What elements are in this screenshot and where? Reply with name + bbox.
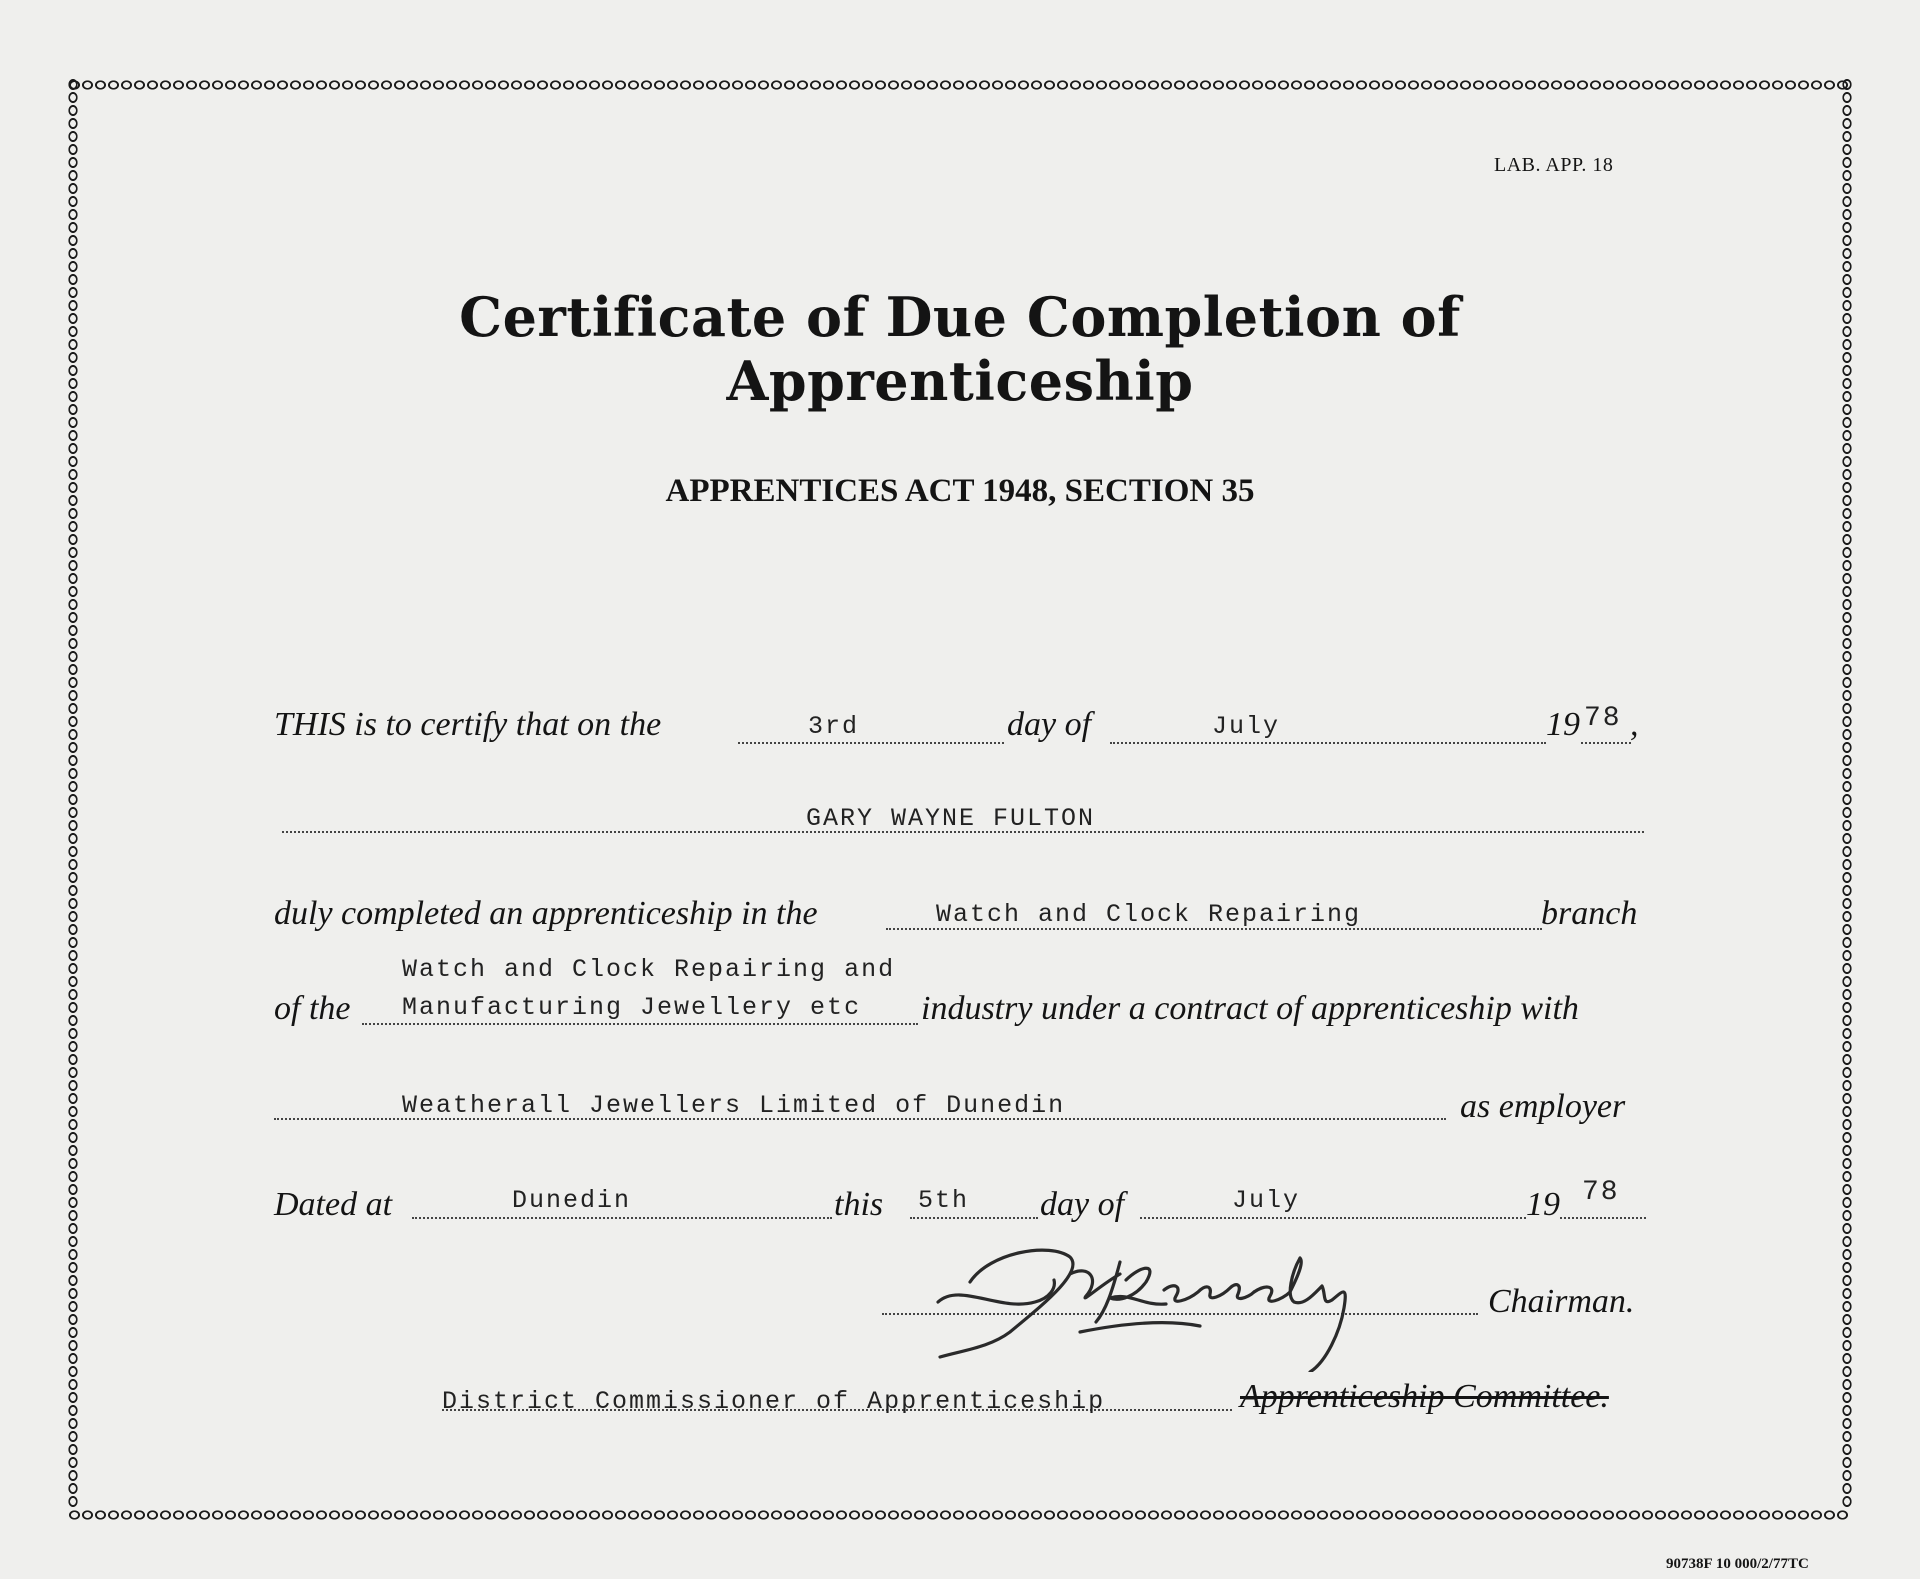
dated-place-field: Dunedin [512, 1186, 632, 1215]
line1-century: 19 [1546, 706, 1580, 743]
dated-month-field: July [1232, 1186, 1301, 1215]
bottom-border [68, 1504, 1850, 1526]
industry-field-line [362, 1023, 918, 1025]
print-code: 90738F 10 000/2/77TC [1666, 1556, 1809, 1572]
act-subtitle: APPRENTICES ACT 1948, SECTION 35 [665, 473, 1255, 509]
day-field-line [738, 742, 1004, 744]
committee-label-struck: Apprenticeship Committee. [1240, 1378, 1609, 1415]
completion-month-field: July [1212, 712, 1281, 741]
line4-suffix: industry under a contract of apprenticeship with [921, 990, 1579, 1027]
industry-field-line2: Manufacturing Jewellery etc [402, 993, 862, 1022]
industry-field-line1: Watch and Clock Repairing and [402, 955, 896, 984]
line3-suffix: branch [1541, 895, 1638, 932]
dated-day-field: 5th [918, 1186, 970, 1215]
form-reference: LAB. APP. 18 [1494, 154, 1614, 176]
month-field-line [1110, 742, 1546, 744]
line5-suffix: as employer [1460, 1088, 1626, 1125]
dated-month-field-line [1140, 1217, 1526, 1219]
chairman-signature [930, 1222, 1430, 1372]
right-border [1836, 78, 1858, 1508]
line4-prefix: of the [274, 990, 351, 1027]
line6-century: 19 [1526, 1186, 1560, 1223]
line6-this: this [834, 1186, 884, 1223]
line3-prefix: duly completed an apprenticeship in the [274, 895, 818, 932]
line6-day-of: day of [1040, 1186, 1125, 1223]
dated-year-field: 78 [1582, 1177, 1620, 1208]
line1-comma: , [1630, 706, 1639, 743]
left-border [62, 78, 84, 1508]
branch-field: Watch and Clock Repairing [936, 900, 1362, 929]
line1-day-of: day of [1007, 706, 1092, 743]
top-border [68, 74, 1850, 96]
place-field-line [412, 1217, 832, 1219]
dated-year-field-line [1560, 1217, 1646, 1219]
dated-day-field-line [910, 1217, 1038, 1219]
chairman-label: Chairman. [1488, 1283, 1635, 1320]
employer-field: Weatherall Jewellers Limited of Dunedin [402, 1091, 1066, 1120]
certificate-title: Certificate of Due Completion of Apprenticeship [459, 285, 1461, 413]
completion-year-field: 78 [1584, 703, 1622, 734]
line6-prefix: Dated at [274, 1186, 393, 1223]
apprentice-name-field: GARY WAYNE FULTON [806, 804, 1096, 833]
completion-day-field: 3rd [808, 712, 860, 741]
line1-prefix: THIS is to certify that on the [274, 706, 662, 743]
year-field-line [1581, 742, 1631, 744]
committee-typed-field: District Commissioner of Apprenticeship [442, 1387, 1106, 1416]
